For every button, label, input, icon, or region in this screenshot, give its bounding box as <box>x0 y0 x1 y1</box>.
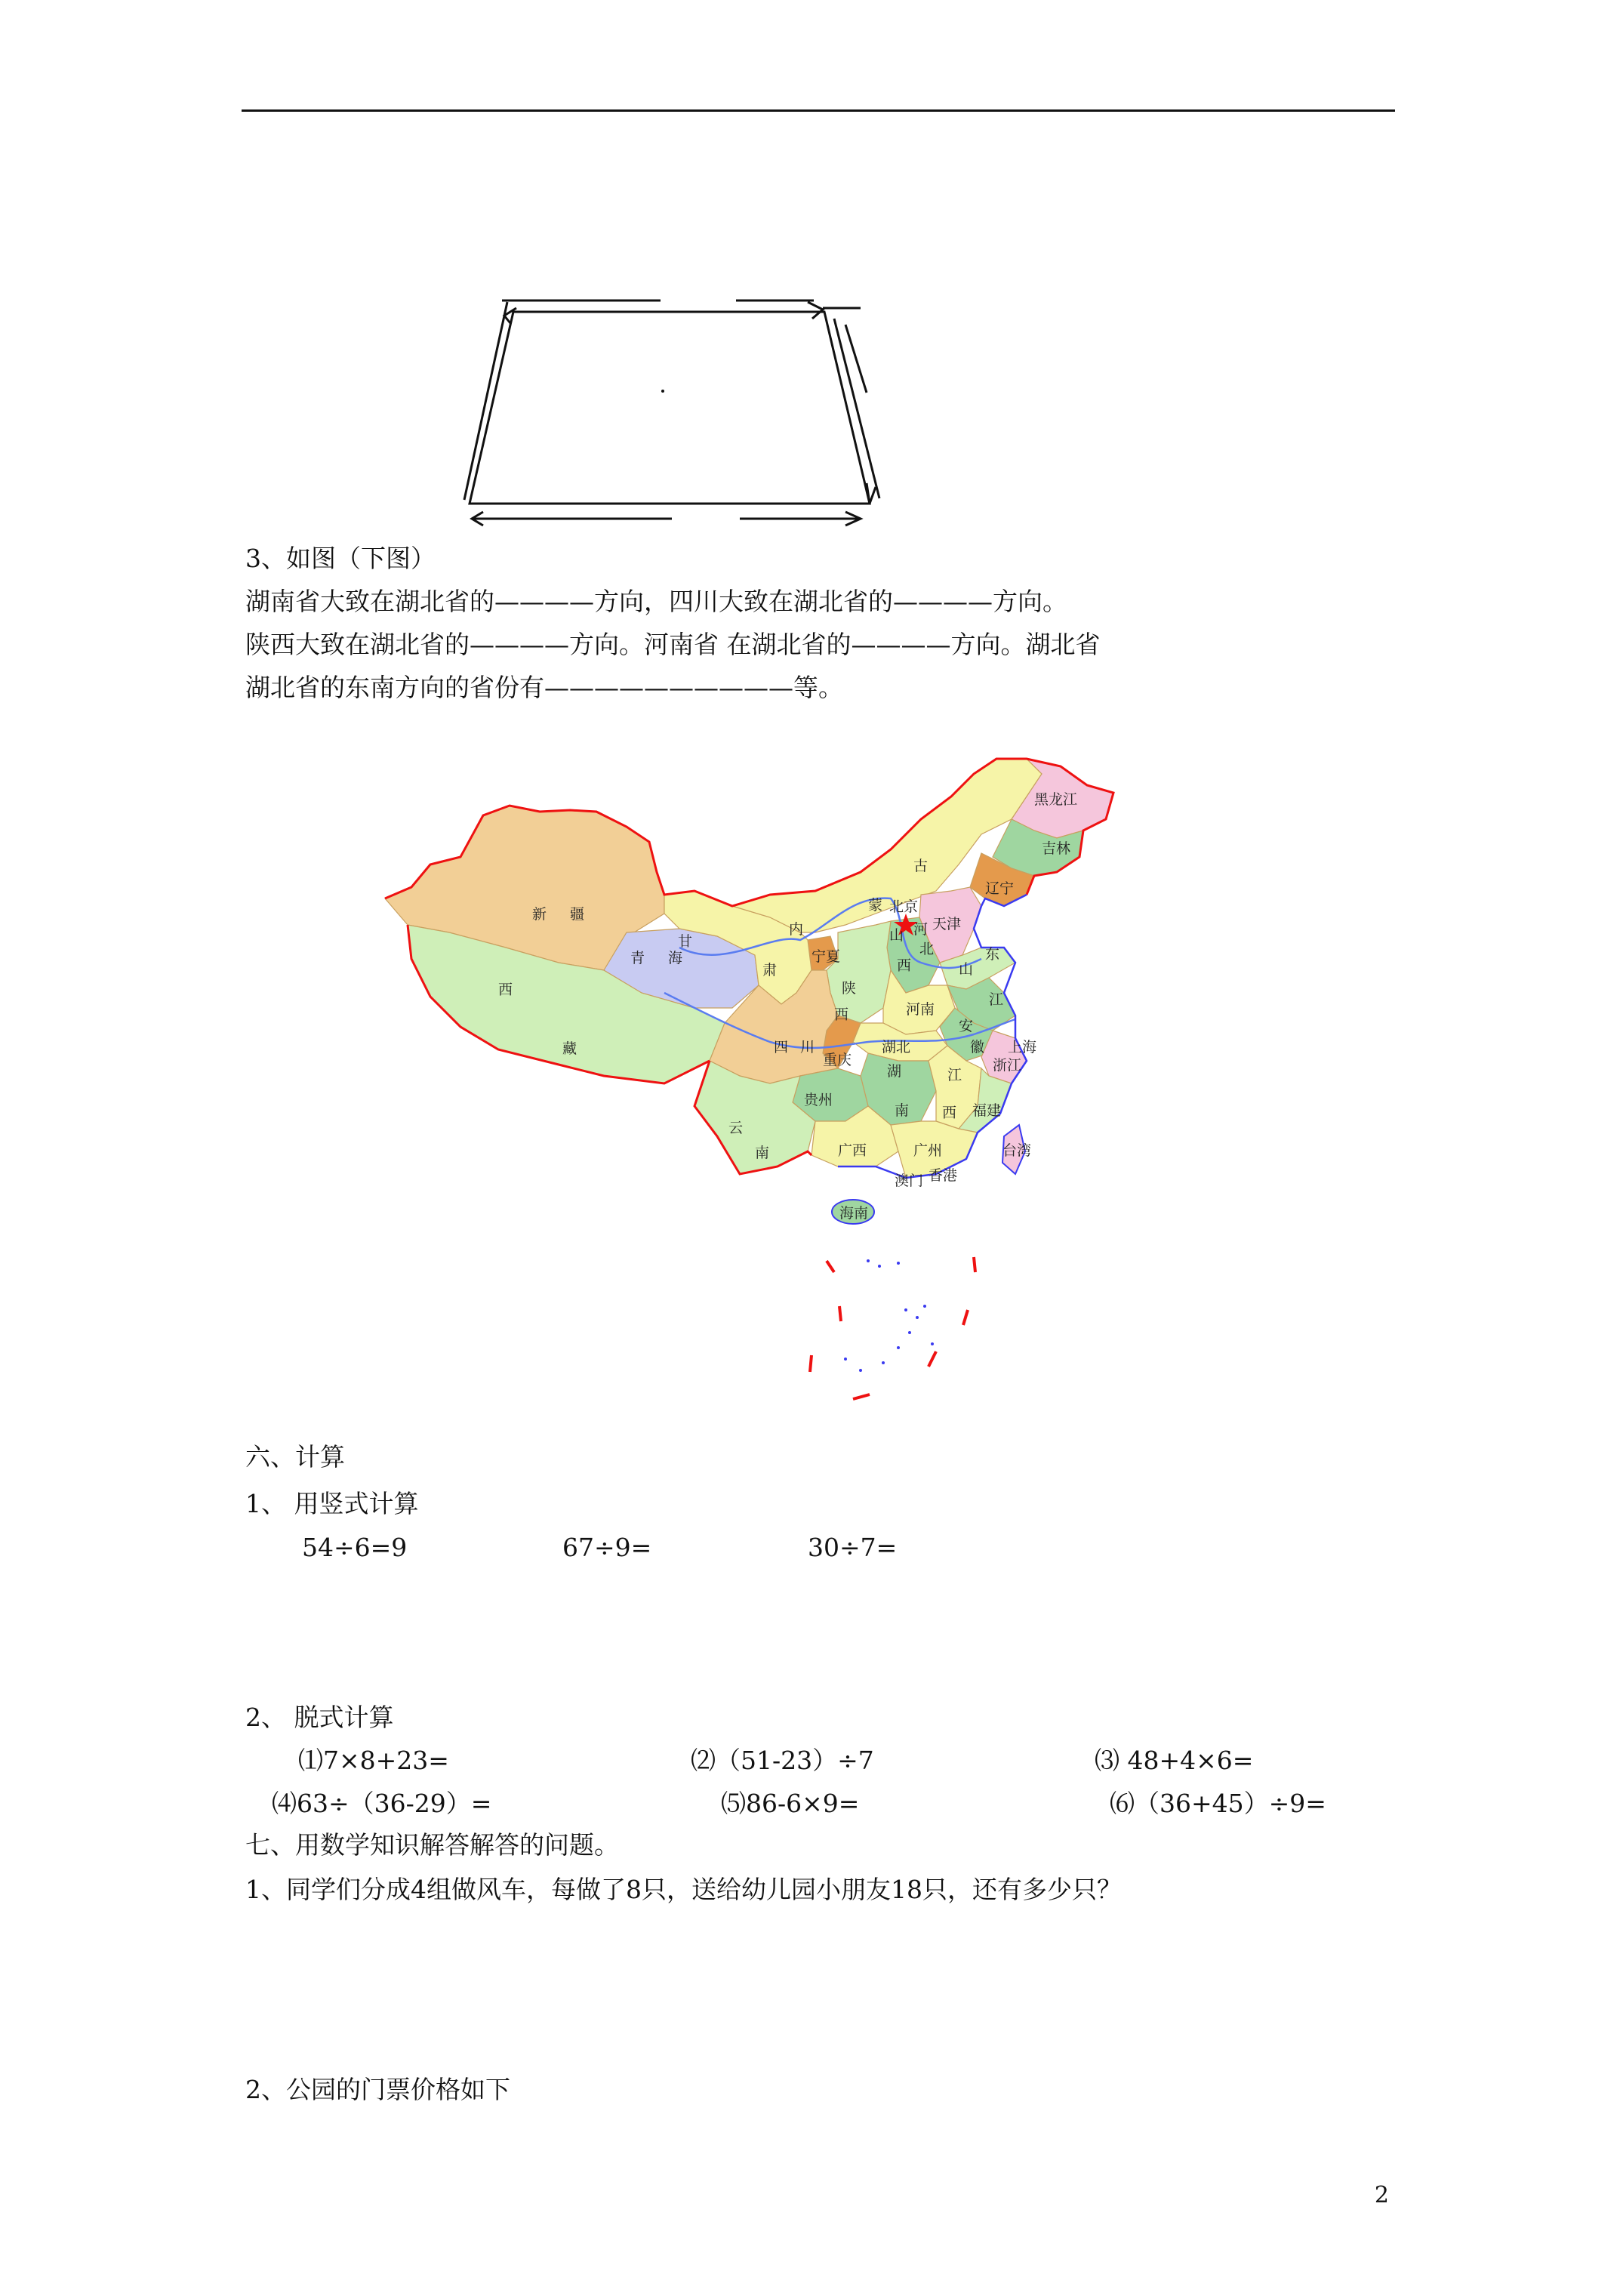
map-label-neimenggu-b: 蒙 <box>868 897 883 914</box>
header-rule <box>242 109 1395 112</box>
map-label-shanxi-a: 山 <box>889 927 904 944</box>
map-label-anhui-b: 徽 <box>970 1039 985 1056</box>
s7-q2: 2、公园的门票价格如下 <box>245 2075 510 2104</box>
s6-q1-item-3: 30÷7= <box>808 1533 898 1562</box>
map-label-shandong-b: 东 <box>985 946 1000 963</box>
map-label-chongqing: 重庆 <box>823 1052 852 1068</box>
map-label-shaanxi-b: 西 <box>834 1006 849 1023</box>
map-label-zhejiang: 浙江 <box>993 1057 1022 1074</box>
page-number: 2 <box>1374 2182 1389 2208</box>
map-label-shanxi-b: 西 <box>897 957 912 974</box>
map-label-hebei-a: 河 <box>913 921 929 938</box>
s6-q2-item-3: ⑶ 48+4×6= <box>1095 1746 1254 1775</box>
map-label-neimenggu-a: 内 <box>789 921 804 938</box>
map-label-guangdong: 广州 <box>913 1142 943 1159</box>
s6-q2-item-5: ⑸86-6×9= <box>721 1789 860 1818</box>
map-label-xizang-a: 西 <box>498 982 513 998</box>
map-label-yunnan-a: 云 <box>728 1120 744 1136</box>
s6-q2-title: 2、 脱式计算 <box>245 1703 394 1732</box>
map-label-jiangxi-a: 江 <box>947 1067 962 1083</box>
s6-q2-item-4: ⑷63÷（36-29）= <box>272 1789 492 1818</box>
map-label-aomen: 澳门 <box>895 1173 924 1189</box>
map-label-qinghai-a: 青 <box>630 950 645 966</box>
s6-q1-item-1: 54÷6=9 <box>302 1533 408 1562</box>
map-label-neimenggu-c: 古 <box>913 858 929 874</box>
section-7-title: 七、用数学知识解答解答的问题。 <box>245 1830 619 1860</box>
map-label-anhui-a: 安 <box>959 1018 974 1034</box>
s6-q2-item-2: ⑵（51-23）÷7 <box>691 1746 874 1775</box>
map-label-hainan: 海南 <box>839 1205 869 1222</box>
map-label-gansu-a: 甘 <box>678 933 693 950</box>
map-label-guangxi: 广西 <box>838 1142 867 1159</box>
map-label-sichuan-b: 川 <box>800 1039 815 1056</box>
map-label-shanghai: 上海 <box>1008 1039 1037 1056</box>
map-label-jiangsu: 江 <box>989 991 1004 1008</box>
map-label-hunan-b: 南 <box>895 1102 910 1119</box>
map-label-xizang-b: 藏 <box>562 1040 577 1057</box>
map-label-xinjiang-b: 疆 <box>570 906 585 923</box>
map-label-henan: 河南 <box>906 1001 935 1018</box>
s6-q2-item-6: ⑹（36+45）÷9= <box>1110 1789 1326 1818</box>
map-label-beijing: 北京 <box>889 898 919 915</box>
map-label-shandong-a: 山 <box>959 961 974 978</box>
q3-line-2: 陕西大致在湖北省的————方向。河南省 在湖北省的————方向。湖北省 <box>245 630 1101 659</box>
s6-q2-item-1: ⑴7×8+23= <box>298 1746 449 1775</box>
map-label-xianggang: 香港 <box>929 1167 958 1184</box>
map-label-sichuan-a: 四 <box>774 1039 789 1056</box>
map-label-jiangxi-b: 西 <box>942 1105 957 1121</box>
map-label-xinjiang-a: 新 <box>532 906 547 923</box>
map-label-yunnan-b: 南 <box>755 1145 770 1161</box>
map-label-hebei-b: 北 <box>919 941 935 957</box>
map-label-liaoning: 辽宁 <box>985 880 1015 897</box>
map-label-guizhou: 贵州 <box>804 1092 833 1108</box>
map-label-hunan-a: 湖 <box>887 1063 902 1080</box>
map-label-fujian: 福建 <box>972 1102 1002 1119</box>
map-label-ningxia: 宁夏 <box>812 948 841 965</box>
map-label-qinghai-b: 海 <box>668 950 683 966</box>
trapezoid-figure <box>453 279 891 529</box>
section-6-title: 六、计算 <box>245 1442 345 1472</box>
map-label-jilin: 吉林 <box>1042 840 1071 857</box>
q3-line-1: 湖南省大致在湖北省的————方向，四川大致在湖北省的————方向。 <box>245 587 1067 616</box>
map-label-heilongjiang: 黑龙江 <box>1034 791 1078 808</box>
s6-q1-title: 1、 用竖式计算 <box>245 1489 419 1518</box>
map-label-tianjin: 天津 <box>932 916 962 932</box>
china-map <box>377 744 1117 1438</box>
s6-q1-item-2: 67÷9= <box>562 1533 652 1562</box>
q3-line-3: 湖北省的东南方向的省份有——————————等。 <box>245 673 843 702</box>
map-label-gansu-b: 肃 <box>762 962 778 978</box>
map-label-shaanxi-a: 陕 <box>842 980 857 997</box>
map-label-taiwan: 台湾 <box>1002 1142 1032 1159</box>
q3-title: 3、如图（下图） <box>245 544 436 573</box>
map-label-hubei: 湖北 <box>882 1039 911 1056</box>
s7-q1: 1、同学们分成4组做风车，每做了8只，送给幼儿园小朋友18只，还有多少只？ <box>245 1875 1122 1904</box>
